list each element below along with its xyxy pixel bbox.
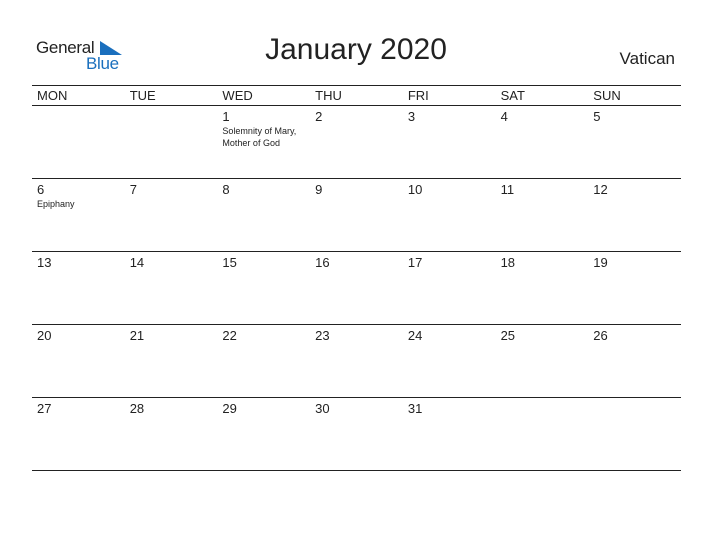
weekday-header: TUE — [129, 88, 156, 103]
day-number: 30 — [315, 401, 330, 416]
day-cell — [403, 106, 496, 178]
day-cell — [496, 179, 589, 251]
week-row — [32, 398, 681, 471]
day-number: 14 — [129, 255, 145, 270]
day-cell — [496, 106, 589, 178]
day-number: 6 — [37, 182, 45, 197]
day-cell — [217, 398, 310, 470]
day-cell — [125, 179, 218, 251]
logo-text-blue: Blue — [86, 54, 119, 73]
day-cell — [588, 398, 681, 470]
day-cell — [217, 252, 310, 324]
day-cell — [125, 398, 218, 470]
day-cell — [588, 106, 681, 178]
day-number: 11 — [500, 182, 515, 197]
day-number: 24 — [407, 328, 423, 343]
day-cell — [403, 398, 496, 470]
day-number: 5 — [593, 109, 601, 124]
day-cell — [588, 325, 681, 397]
day-number: 9 — [315, 182, 323, 197]
day-cell — [125, 325, 218, 397]
day-cell — [310, 325, 403, 397]
day-number: 3 — [407, 109, 416, 124]
day-number: 4 — [500, 109, 508, 124]
page-title: January 2020 — [265, 33, 447, 66]
day-cell — [310, 179, 403, 251]
day-number: 10 — [407, 182, 423, 197]
day-number: 18 — [500, 255, 516, 270]
day-number: 19 — [593, 255, 608, 270]
day-number: 8 — [222, 182, 230, 197]
weekday-header: SUN — [593, 88, 621, 103]
day-cell — [588, 252, 681, 324]
day-cell — [403, 179, 496, 251]
day-number: 28 — [129, 401, 145, 416]
day-cell — [310, 106, 403, 178]
holiday-label: Solemnity of Mary, Mother of God — [222, 126, 297, 148]
day-number: 13 — [37, 255, 52, 270]
day-cell — [403, 325, 496, 397]
day-cell — [496, 398, 589, 470]
day-cell — [496, 252, 589, 324]
holiday-label: Epiphany — [37, 199, 75, 209]
day-number: 21 — [129, 328, 145, 343]
day-cell — [217, 106, 310, 178]
day-number: 12 — [593, 182, 608, 197]
day-number: 15 — [222, 255, 237, 270]
weekday-header: MON — [37, 88, 68, 103]
weekday-header: SAT — [500, 88, 525, 103]
day-cell — [310, 398, 403, 470]
weekday-header-row — [32, 85, 681, 106]
day-number: 17 — [407, 255, 423, 270]
day-number: 27 — [37, 401, 52, 416]
day-cell — [32, 252, 125, 324]
weeks-container — [32, 106, 681, 471]
country-label: Vatican — [619, 49, 675, 68]
day-cell — [32, 325, 125, 397]
day-cell — [588, 179, 681, 251]
day-cell — [32, 398, 125, 470]
day-cell — [217, 179, 310, 251]
day-number: 26 — [593, 328, 608, 343]
calendar-grid — [32, 85, 681, 471]
day-number: 29 — [222, 401, 237, 416]
weekday-header: THU — [315, 88, 342, 103]
day-cell — [32, 106, 125, 178]
day-cell — [496, 325, 589, 397]
weekday-header: FRI — [407, 88, 429, 103]
day-number: 23 — [315, 328, 330, 343]
day-cell — [32, 179, 125, 251]
weekday-header: WED — [222, 88, 253, 103]
logo-text-general: General — [36, 38, 95, 57]
day-number: 7 — [129, 182, 137, 197]
day-number: 31 — [407, 401, 423, 416]
day-number: 1 — [222, 109, 230, 124]
day-number: 25 — [500, 328, 516, 343]
day-number: 16 — [315, 255, 330, 270]
day-cell — [217, 325, 310, 397]
day-number: 20 — [37, 328, 52, 343]
week-row — [32, 179, 681, 252]
week-row — [32, 106, 681, 179]
week-row — [32, 325, 681, 398]
day-cell — [403, 252, 496, 324]
day-cell — [310, 252, 403, 324]
day-cell — [125, 252, 218, 324]
day-cell — [125, 106, 218, 178]
week-row — [32, 252, 681, 325]
day-number: 2 — [315, 109, 323, 124]
day-number: 22 — [222, 328, 237, 343]
